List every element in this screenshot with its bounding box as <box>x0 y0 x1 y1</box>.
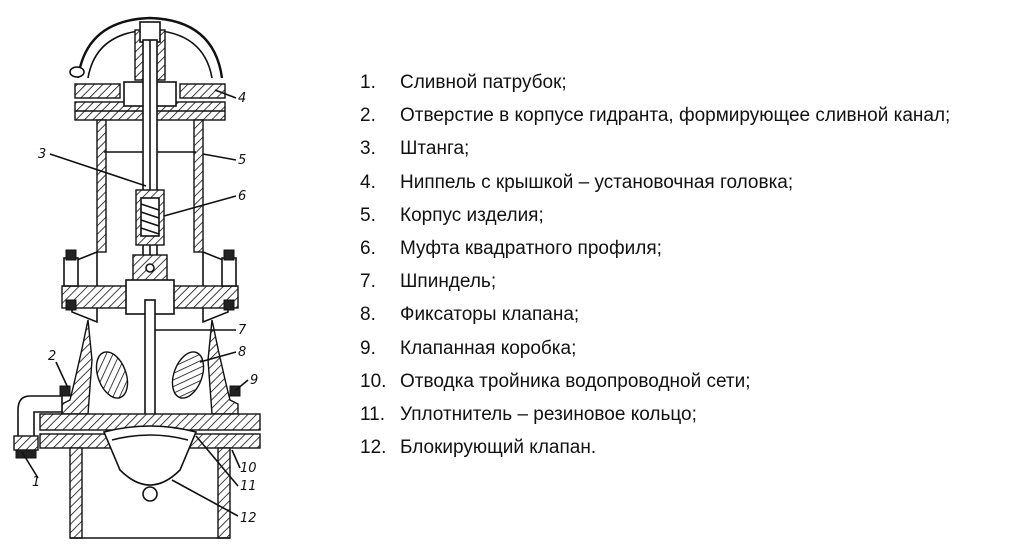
legend-item <box>360 398 950 431</box>
legend-number: 1. <box>360 72 376 93</box>
callout-12: 12 <box>240 511 257 526</box>
legend-number: 2. <box>360 105 376 127</box>
legend-number: 6. <box>360 238 376 260</box>
legend-text: Блокирующий клапан. <box>400 437 597 459</box>
legend-item <box>360 232 950 265</box>
legend-number: 8. <box>360 304 376 326</box>
callout-8: 8 <box>238 345 247 360</box>
legend-item <box>360 265 950 298</box>
legend-text: Шпиндель; <box>400 271 497 293</box>
legend-text: Сливной патрубок; <box>400 72 567 93</box>
legend-number: 5. <box>360 204 376 226</box>
legend-item <box>360 99 950 132</box>
bottom-valve-assembly <box>40 414 260 538</box>
legend-number: 3. <box>360 138 376 160</box>
legend-number: 12. <box>360 437 387 459</box>
callout-1: 1 <box>32 475 41 490</box>
legend-text: Штанга; <box>400 138 470 160</box>
legend-text: Ниппель с крышкой – установочная головка; <box>400 171 794 193</box>
legend-number: 10. <box>360 370 387 392</box>
callout-11: 11 <box>240 479 257 494</box>
legend-number: 7. <box>360 271 376 293</box>
legend-text: Уплотнитель – резиновое кольцо; <box>400 404 697 426</box>
callout-10: 10 <box>240 461 257 476</box>
legend-number: 4. <box>360 171 376 193</box>
legend-item <box>360 66 950 99</box>
legend-text: Фиксаторы клапана; <box>400 304 580 326</box>
legend-item <box>360 298 950 331</box>
callout-9: 9 <box>250 373 259 388</box>
legend-text: Клапанная коробка; <box>400 337 577 359</box>
legend-item <box>360 365 950 398</box>
callout-4: 4 <box>238 91 247 106</box>
callout-7: 7 <box>238 323 247 338</box>
legend-text: Корпус изделия; <box>400 204 544 226</box>
callout-5: 5 <box>238 153 247 168</box>
legend-text: Отводка тройника водопроводной сети; <box>400 370 751 392</box>
legend-item <box>360 431 950 464</box>
legend-item <box>360 199 950 232</box>
legend-number: 11. <box>360 404 386 426</box>
hydrant-cross-section-drawing <box>0 0 290 547</box>
legend-item <box>360 332 950 365</box>
callout-3: 3 <box>38 147 47 162</box>
legend-item <box>360 132 950 165</box>
legend-text: Муфта квадратного профиля; <box>400 238 662 260</box>
legend-text: Отверстие в корпусе гидранта, формирующее сливной канал; <box>400 105 951 127</box>
legend-item <box>360 166 950 199</box>
callout-6: 6 <box>238 189 247 204</box>
legend-number: 9. <box>360 337 376 359</box>
callout-2: 2 <box>48 349 57 364</box>
parts-legend <box>360 66 950 464</box>
